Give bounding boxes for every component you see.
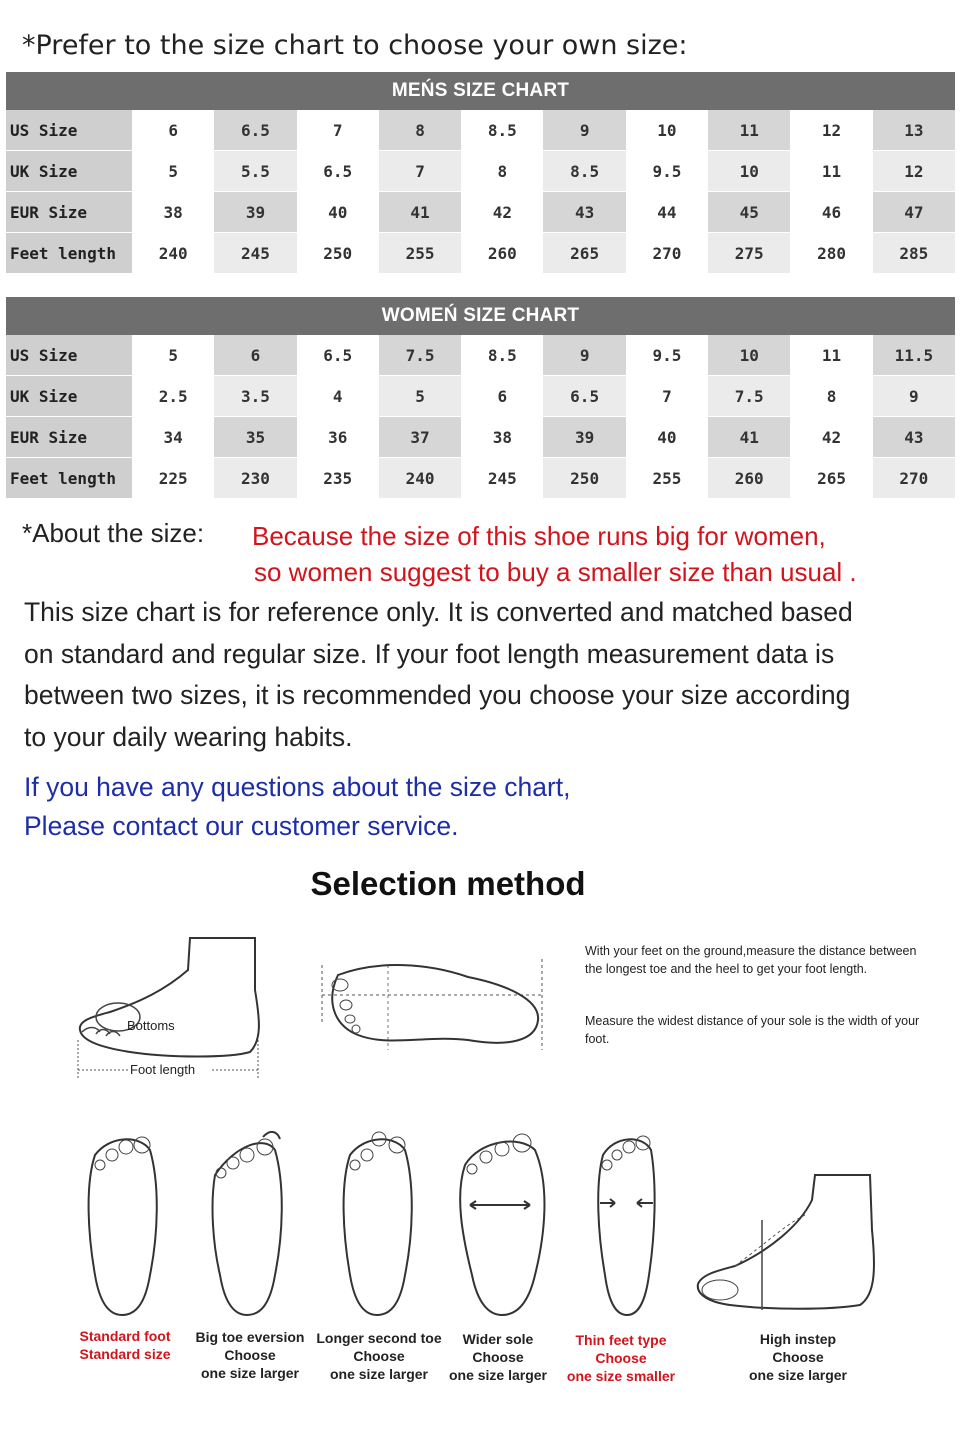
caption-line: one size larger (329, 1366, 429, 1382)
size-row-label: EUR Size (6, 417, 132, 458)
size-cell: 270 (873, 458, 955, 499)
size-cell: 6 (461, 376, 543, 417)
wider-sole-icon (440, 1125, 570, 1329)
size-row (6, 335, 955, 376)
size-cell: 42 (790, 417, 872, 458)
measure-width-instruction: Measure the widest distance of your sole is the width of your foot. (585, 1014, 920, 1046)
selection-method-title: Selection method (310, 865, 586, 902)
size-cell: 260 (461, 233, 543, 274)
wider-sole-caption (428, 1330, 568, 1384)
size-cell: 41 (379, 192, 461, 233)
size-cell: 35 (214, 417, 296, 458)
reference-line: This size chart is for reference only. It is converted and matched based (24, 597, 853, 627)
size-cell: 10 (626, 110, 708, 151)
size-row (6, 458, 955, 499)
size-cell: 10 (708, 335, 790, 376)
foot-length-label: Foot length (130, 1062, 196, 1077)
size-row (6, 376, 955, 417)
big-toe-eversion-icon (185, 1125, 315, 1329)
contact-note (24, 768, 571, 846)
size-cell: 6.5 (214, 110, 296, 151)
size-cell: 3.5 (214, 376, 296, 417)
size-cell: 12 (873, 151, 955, 192)
size-row (6, 151, 955, 192)
size-cell: 7.5 (379, 335, 461, 376)
size-cell: 44 (626, 192, 708, 233)
womens-size-chart (6, 297, 955, 499)
size-cell: 255 (379, 233, 461, 274)
size-cell: 5 (132, 335, 214, 376)
size-cell: 280 (790, 233, 872, 274)
foot-sole-top-view-diagram (318, 955, 548, 1059)
size-cell: 9 (543, 335, 625, 376)
size-warning (252, 518, 857, 590)
caption-line: Choose (595, 1350, 647, 1366)
size-cell: 255 (626, 458, 708, 499)
size-cell: 46 (790, 192, 872, 233)
size-cell: 245 (461, 458, 543, 499)
size-cell: 8.5 (461, 110, 543, 151)
size-cell: 240 (132, 233, 214, 274)
size-cell: 250 (297, 233, 379, 274)
size-row (6, 192, 955, 233)
womens-chart-title: WOMEŃ SIZE CHART (6, 297, 955, 335)
mens-size-table (6, 110, 955, 274)
size-cell: 43 (543, 192, 625, 233)
size-cell: 11 (708, 110, 790, 151)
caption-line: one size smaller (566, 1368, 676, 1384)
size-cell: 40 (297, 192, 379, 233)
size-row-label: UK Size (6, 151, 132, 192)
mens-size-chart (6, 72, 955, 274)
reference-line: to your daily wearing habits. (24, 721, 353, 752)
size-cell: 12 (790, 110, 872, 151)
size-cell: 270 (626, 233, 708, 274)
size-cell: 47 (873, 192, 955, 233)
size-row-label: EUR Size (6, 192, 132, 233)
size-cell: 7 (379, 151, 461, 192)
size-row-label: UK Size (6, 376, 132, 417)
size-row-label: Feet length (6, 458, 132, 499)
caption-line: Choose (472, 1349, 524, 1365)
size-row-label: Feet length (6, 233, 132, 274)
size-cell: 5 (379, 376, 461, 417)
high-instep-icon (690, 1170, 890, 1324)
size-cell: 5 (132, 151, 214, 192)
contact-line: If you have any questions about the size chart, (24, 772, 571, 802)
caption-line: Standard foot (79, 1328, 171, 1344)
size-cell: 42 (461, 192, 543, 233)
measure-length-instruction: With your feet on the ground,measure the distance between the longest toe and the heel to get your foot length. (585, 944, 917, 976)
womens-size-table (6, 335, 955, 499)
size-cell: 9.5 (626, 335, 708, 376)
size-cell: 9 (873, 376, 955, 417)
size-cell: 2.5 (132, 376, 214, 417)
thin-feet-type-icon (565, 1125, 695, 1329)
size-cell: 40 (626, 417, 708, 458)
caption-line: Longer second toe (316, 1330, 442, 1346)
size-cell: 7.5 (708, 376, 790, 417)
size-cell: 275 (708, 233, 790, 274)
size-cell: 250 (543, 458, 625, 499)
caption-line: Wider sole (462, 1331, 534, 1347)
size-cell: 5.5 (214, 151, 296, 192)
longer-second-toe-icon (315, 1125, 445, 1329)
size-cell: 225 (132, 458, 214, 499)
size-cell: 38 (132, 192, 214, 233)
size-cell: 235 (297, 458, 379, 499)
caption-line: Big toe eversion (195, 1329, 305, 1345)
size-cell: 34 (132, 417, 214, 458)
size-cell: 11.5 (873, 335, 955, 376)
size-cell: 260 (708, 458, 790, 499)
size-cell: 9 (543, 110, 625, 151)
caption-line: Choose (224, 1347, 276, 1363)
size-cell: 6 (214, 335, 296, 376)
caption-line: Standard size (79, 1346, 171, 1362)
size-cell: 8 (790, 376, 872, 417)
mens-chart-title: MEŃS SIZE CHART (6, 72, 955, 110)
high-instep-caption (728, 1330, 868, 1384)
reference-line: on standard and regular size. If your foot length measurement data is (24, 638, 835, 669)
size-cell: 39 (543, 417, 625, 458)
size-cell: 8.5 (543, 151, 625, 192)
reference-line: between two sizes, it is recommended you choose your size according (24, 680, 851, 710)
caption-line: High instep (759, 1331, 837, 1347)
intro-text: *Prefer to the size chart to choose your own size: (22, 30, 688, 61)
caption-line: Choose (353, 1348, 405, 1364)
size-cell: 8 (379, 110, 461, 151)
reference-paragraph (24, 592, 944, 758)
size-cell: 36 (297, 417, 379, 458)
caption-line: one size larger (748, 1367, 848, 1383)
caption-line: one size larger (200, 1365, 300, 1381)
caption-line: Choose (772, 1349, 824, 1365)
size-cell: 43 (873, 417, 955, 458)
size-cell: 240 (379, 458, 461, 499)
size-cell: 230 (214, 458, 296, 499)
standard-foot-icon (60, 1125, 190, 1329)
size-cell: 6 (132, 110, 214, 151)
size-cell: 11 (790, 151, 872, 192)
about-size-label: *About the size: (22, 518, 205, 548)
big-toe-eversion-caption (180, 1328, 320, 1382)
contact-line: Please contact our customer service. (24, 811, 459, 841)
size-cell: 10 (708, 151, 790, 192)
size-cell: 265 (543, 233, 625, 274)
size-warning-line-1: Because the size of this shoe runs big for women, (252, 521, 826, 551)
size-cell: 38 (461, 417, 543, 458)
foot-side-view-diagram (70, 930, 270, 1089)
size-row (6, 417, 955, 458)
size-row (6, 233, 955, 274)
size-cell: 9.5 (626, 151, 708, 192)
size-cell: 11 (790, 335, 872, 376)
caption-line: one size larger (448, 1367, 548, 1383)
size-cell: 6.5 (297, 335, 379, 376)
size-row-label: US Size (6, 110, 132, 151)
size-cell: 13 (873, 110, 955, 151)
size-cell: 245 (214, 233, 296, 274)
size-cell: 265 (790, 458, 872, 499)
thin-feet-type-caption (551, 1331, 691, 1385)
size-cell: 8.5 (461, 335, 543, 376)
size-cell: 45 (708, 192, 790, 233)
size-row (6, 110, 955, 151)
size-cell: 41 (708, 417, 790, 458)
size-cell: 6.5 (543, 376, 625, 417)
size-cell: 4 (297, 376, 379, 417)
bottoms-label: Bottoms (127, 1018, 175, 1033)
caption-line: Thin feet type (575, 1332, 667, 1348)
size-cell: 8 (461, 151, 543, 192)
standard-foot-caption (55, 1327, 195, 1363)
size-cell: 37 (379, 417, 461, 458)
size-cell: 7 (297, 110, 379, 151)
size-row-label: US Size (6, 335, 132, 376)
size-warning-line-2: so women suggest to buy a smaller size than usual . (254, 557, 857, 587)
size-cell: 285 (873, 233, 955, 274)
size-cell: 6.5 (297, 151, 379, 192)
size-cell: 7 (626, 376, 708, 417)
size-cell: 39 (214, 192, 296, 233)
